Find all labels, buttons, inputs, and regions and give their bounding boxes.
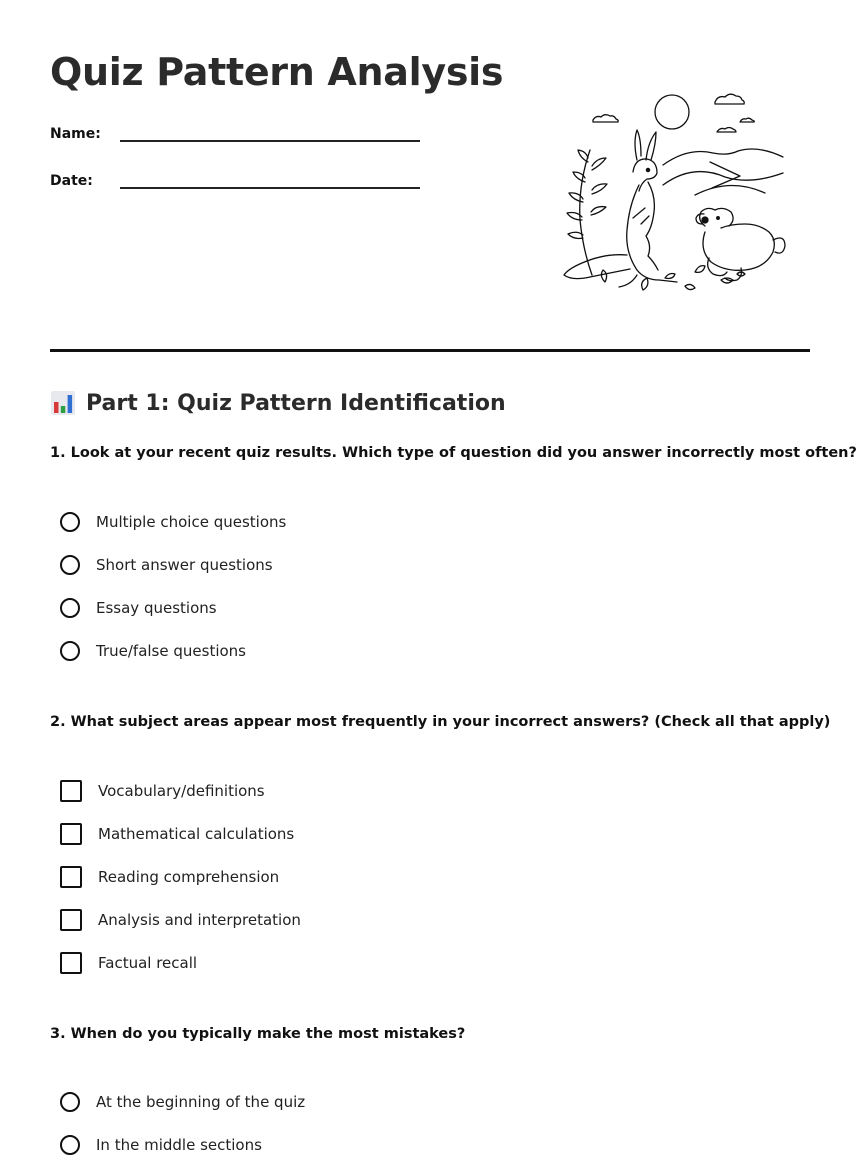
option-label: Mathematical calculations	[98, 825, 295, 843]
date-label: Date:	[50, 173, 93, 189]
radio-button[interactable]	[60, 641, 80, 661]
checkbox[interactable]	[60, 952, 82, 974]
question-1: 1. Look at your recent quiz results. Which type of question did you answer incorrectly most often?	[50, 445, 857, 461]
q3-option-middle[interactable]	[60, 1132, 262, 1158]
option-label: At the beginning of the quiz	[96, 1093, 306, 1111]
radio-button[interactable]	[60, 512, 80, 532]
section-title	[50, 390, 506, 416]
question-2: 2. What subject areas appear most frequently in your incorrect answers? (Check all that apply)	[50, 714, 831, 730]
name-field	[50, 118, 420, 142]
option-label: Short answer questions	[96, 556, 273, 574]
q2-option-factual-recall[interactable]	[60, 950, 197, 976]
q3-option-beginning[interactable]	[60, 1089, 305, 1115]
name-label: Name:	[50, 126, 101, 142]
checkbox[interactable]	[60, 780, 82, 802]
q2-option-vocabulary[interactable]	[60, 778, 265, 804]
date-field	[50, 165, 420, 189]
option-label: Multiple choice questions	[96, 513, 287, 531]
q2-option-analysis[interactable]	[60, 907, 301, 933]
option-label: True/false questions	[96, 642, 246, 660]
radio-button[interactable]	[60, 555, 80, 575]
option-label: Vocabulary/definitions	[98, 782, 265, 800]
q1-option-multiple-choice[interactable]	[60, 509, 286, 535]
q2-option-reading[interactable]	[60, 864, 279, 890]
radio-button[interactable]	[60, 1135, 80, 1155]
q1-option-essay[interactable]	[60, 595, 217, 621]
bar-chart-icon	[50, 390, 76, 416]
q1-option-true-false[interactable]	[60, 638, 246, 664]
option-label: Reading comprehension	[98, 868, 280, 886]
q2-option-math[interactable]	[60, 821, 294, 847]
checkbox[interactable]	[60, 866, 82, 888]
section-title-text: Part 1: Quiz Pattern Identification	[86, 390, 506, 416]
checkbox[interactable]	[60, 823, 82, 845]
radio-button[interactable]	[60, 598, 80, 618]
page-title: Quiz Pattern Analysis	[50, 50, 504, 94]
section-divider	[50, 349, 810, 352]
checkbox[interactable]	[60, 909, 82, 931]
option-label: Factual recall	[98, 954, 198, 972]
kangaroo-koala-illustration	[545, 90, 795, 305]
question-3: 3. When do you typically make the most mistakes?	[50, 1026, 466, 1042]
option-label: Analysis and interpretation	[98, 911, 301, 929]
option-label: Essay questions	[96, 599, 217, 617]
name-input-line[interactable]	[120, 118, 420, 142]
option-label: In the middle sections	[96, 1136, 262, 1154]
date-input-line[interactable]	[120, 165, 420, 189]
q1-option-short-answer[interactable]	[60, 552, 273, 578]
radio-button[interactable]	[60, 1092, 80, 1112]
